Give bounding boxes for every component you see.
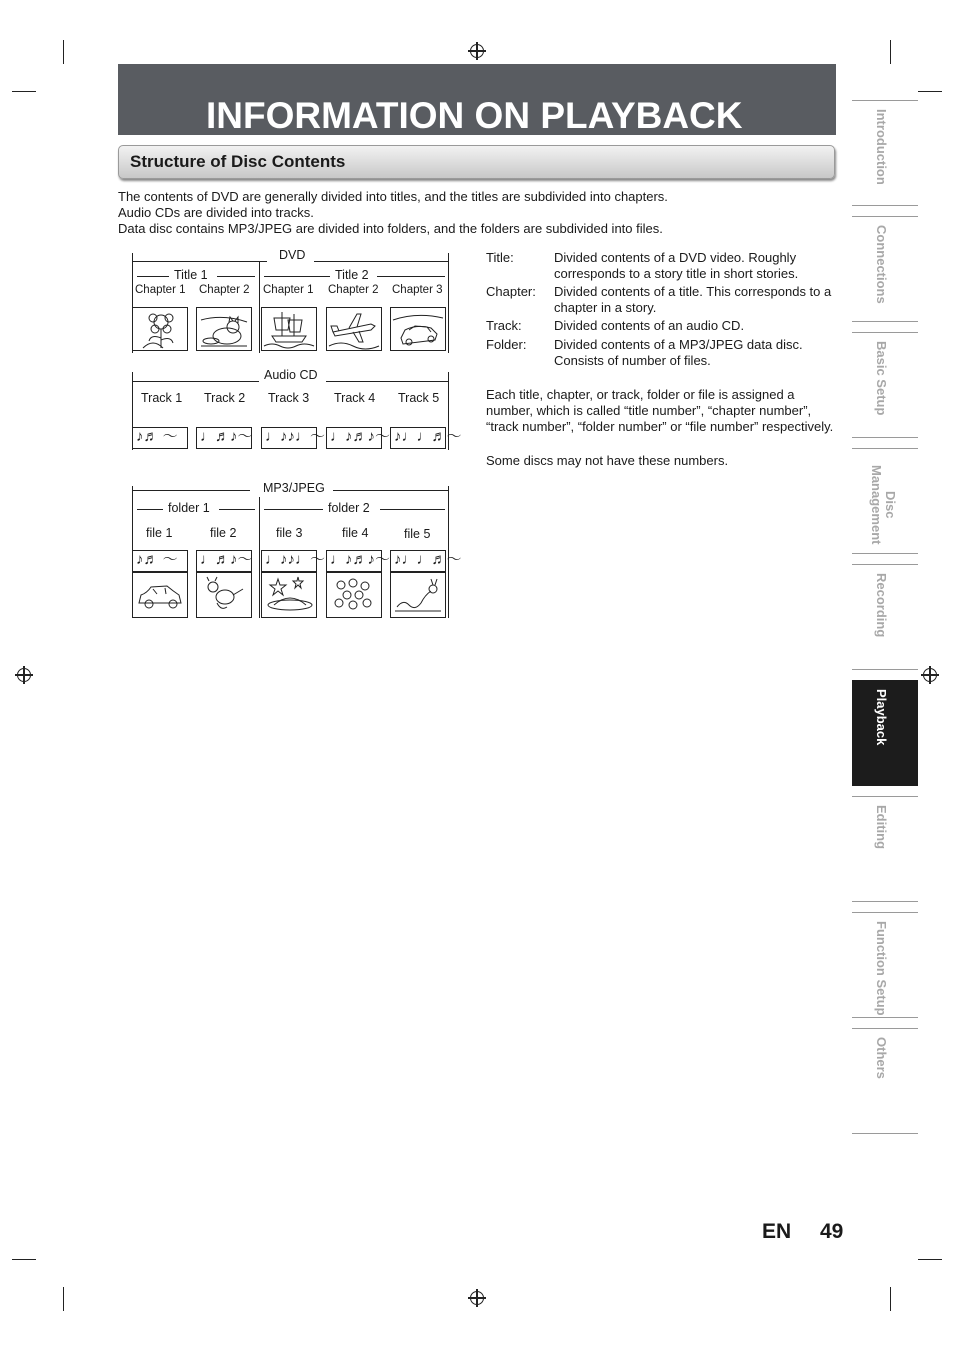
title-label: Title 1 bbox=[174, 268, 208, 282]
mp3-jpeg-label: MP3/JPEG bbox=[263, 481, 325, 495]
tab-label: Recording bbox=[874, 573, 889, 638]
tab-editing[interactable] bbox=[852, 796, 918, 902]
registration-mark-icon bbox=[470, 44, 484, 58]
dvd-label: DVD bbox=[279, 248, 306, 262]
definition-term: Title: bbox=[486, 250, 514, 265]
bracket-line bbox=[137, 276, 169, 277]
chapter-label: Chapter 1 bbox=[135, 284, 186, 296]
folder-label: folder 1 bbox=[168, 501, 210, 515]
worm-illustration bbox=[390, 572, 446, 618]
bracket-line bbox=[259, 497, 260, 618]
music-notes-icon: ♪♬ ～ bbox=[132, 427, 188, 449]
track-label: Track 4 bbox=[334, 391, 376, 405]
music-notes-icon: ♪♬ ～ bbox=[132, 550, 188, 572]
definition-term: Chapter: bbox=[486, 284, 536, 299]
tab-label: Others bbox=[874, 1037, 889, 1079]
registration-mark-icon bbox=[17, 668, 31, 682]
definition-text: Divided contents of a MP3/JPEG data disc. Consists of number of files. bbox=[554, 337, 803, 368]
tab-label: Introduction bbox=[874, 109, 889, 185]
music-notes-icon: ♩♪♬♪～ bbox=[326, 550, 382, 572]
music-notes-icon: ♩♬♪～ bbox=[196, 427, 252, 449]
bracket-line bbox=[314, 261, 448, 262]
bracket-line bbox=[333, 490, 448, 491]
file-label: file 3 bbox=[276, 526, 303, 540]
title-label: Title 2 bbox=[335, 268, 369, 282]
chapter-label: Chapter 3 bbox=[392, 284, 443, 296]
stars-planet-illustration bbox=[261, 572, 317, 618]
registration-mark-icon bbox=[470, 1291, 484, 1305]
tab-introduction[interactable] bbox=[852, 100, 918, 206]
numbering-note: Some discs may not have these numbers. bbox=[486, 453, 729, 468]
language-code: EN bbox=[762, 1220, 792, 1243]
tab-label: Disc Management bbox=[869, 465, 898, 545]
title-banner bbox=[118, 64, 836, 135]
bracket-line bbox=[380, 509, 445, 510]
car-road-illustration bbox=[390, 307, 446, 351]
chapter-label: Chapter 2 bbox=[328, 284, 379, 296]
bracket-line bbox=[132, 490, 250, 491]
tab-disc-management[interactable] bbox=[852, 448, 918, 554]
bracket-line bbox=[377, 276, 445, 277]
file-label: file 4 bbox=[342, 526, 369, 540]
crop-mark bbox=[63, 1287, 64, 1311]
flower-illustration bbox=[132, 307, 188, 351]
definition-text: Divided contents of an audio CD. bbox=[554, 318, 745, 333]
bracket-line bbox=[264, 276, 330, 277]
track-label: Track 3 bbox=[268, 391, 310, 405]
track-label: Track 5 bbox=[398, 391, 440, 405]
track-label: Track 2 bbox=[204, 391, 246, 405]
section-title: Structure of Disc Contents bbox=[130, 152, 346, 171]
crop-mark bbox=[12, 91, 36, 92]
crop-mark bbox=[63, 40, 64, 64]
bracket-line bbox=[137, 509, 163, 510]
file-label: file 2 bbox=[210, 526, 237, 540]
tab-function-setup[interactable] bbox=[852, 912, 918, 1018]
tab-label: Playback bbox=[874, 689, 889, 746]
registration-mark-icon bbox=[923, 668, 937, 682]
flowers-illustration bbox=[326, 572, 382, 618]
folder-label: folder 2 bbox=[328, 501, 370, 515]
definition-text: Divided contents of a title. This corresponds to a chapter in a story. bbox=[554, 284, 832, 315]
ship-illustration bbox=[261, 307, 317, 351]
airplane-illustration bbox=[326, 307, 382, 351]
definition-term: Track: bbox=[486, 318, 522, 333]
crop-mark bbox=[890, 1287, 891, 1311]
chapter-label: Chapter 1 bbox=[263, 284, 314, 296]
tab-label: Basic Setup bbox=[874, 341, 889, 416]
intro-line: The contents of DVD are generally divided into titles, and the titles are subdivided into chapters. bbox=[118, 189, 668, 204]
intro-line: Audio CDs are divided into tracks. bbox=[118, 205, 314, 220]
definition-text: Divided contents of a DVD video. Roughly corresponds to a story title in short stories. bbox=[554, 250, 799, 281]
crop-mark bbox=[918, 91, 942, 92]
crop-mark bbox=[890, 40, 891, 64]
bracket-line bbox=[132, 381, 259, 382]
bracket-line bbox=[448, 253, 449, 353]
tab-recording[interactable] bbox=[852, 564, 918, 670]
tab-basic-setup[interactable] bbox=[852, 332, 918, 438]
bracket-line bbox=[219, 509, 255, 510]
bird-illustration bbox=[196, 572, 252, 618]
crop-mark bbox=[12, 1259, 36, 1260]
music-notes-icon: ♩♬♪～ bbox=[196, 550, 252, 572]
section-header bbox=[118, 145, 835, 179]
page-number: 49 bbox=[820, 1220, 844, 1243]
cat-illustration bbox=[196, 307, 252, 351]
tab-playback[interactable] bbox=[852, 680, 918, 786]
bracket-line bbox=[217, 276, 255, 277]
audio-cd-label: Audio CD bbox=[264, 368, 318, 382]
chapter-label: Chapter 2 bbox=[199, 284, 250, 296]
tab-label: Function Setup bbox=[874, 921, 889, 1016]
bracket-line bbox=[259, 261, 260, 353]
intro-line: Data disc contains MP3/JPEG are divided into folders, and the folders are subdivided into files. bbox=[118, 221, 663, 236]
tab-connections[interactable] bbox=[852, 216, 918, 322]
track-label: Track 1 bbox=[141, 391, 183, 405]
car-illustration bbox=[132, 572, 188, 618]
music-notes-icon: ♩♪♪♩～ bbox=[261, 550, 317, 572]
bracket-line bbox=[264, 509, 323, 510]
music-notes-icon: ♩♪♬♪～ bbox=[326, 427, 382, 449]
crop-mark bbox=[918, 1259, 942, 1260]
page-title: INFORMATION ON PLAYBACK bbox=[206, 95, 743, 136]
tab-label: Editing bbox=[874, 805, 889, 850]
music-notes-icon: ♩♪♪♩～ bbox=[261, 427, 317, 449]
file-label: file 5 bbox=[404, 527, 431, 541]
music-notes-icon: ♪♩♩♬～ bbox=[390, 550, 446, 572]
tab-others[interactable] bbox=[852, 1028, 918, 1134]
definition-term: Folder: bbox=[486, 337, 527, 352]
tab-label: Connections bbox=[874, 225, 889, 304]
file-label: file 1 bbox=[146, 526, 173, 540]
numbering-note: Each title, chapter, or track, folder or file is assigned a number, which is called “title number”, “chapter number”, “track number”, “folder number” or “file number” respectively. bbox=[486, 387, 834, 434]
bracket-line bbox=[326, 381, 448, 382]
music-notes-icon: ♪♩♩♬～ bbox=[390, 427, 446, 449]
bracket-line bbox=[132, 261, 267, 262]
